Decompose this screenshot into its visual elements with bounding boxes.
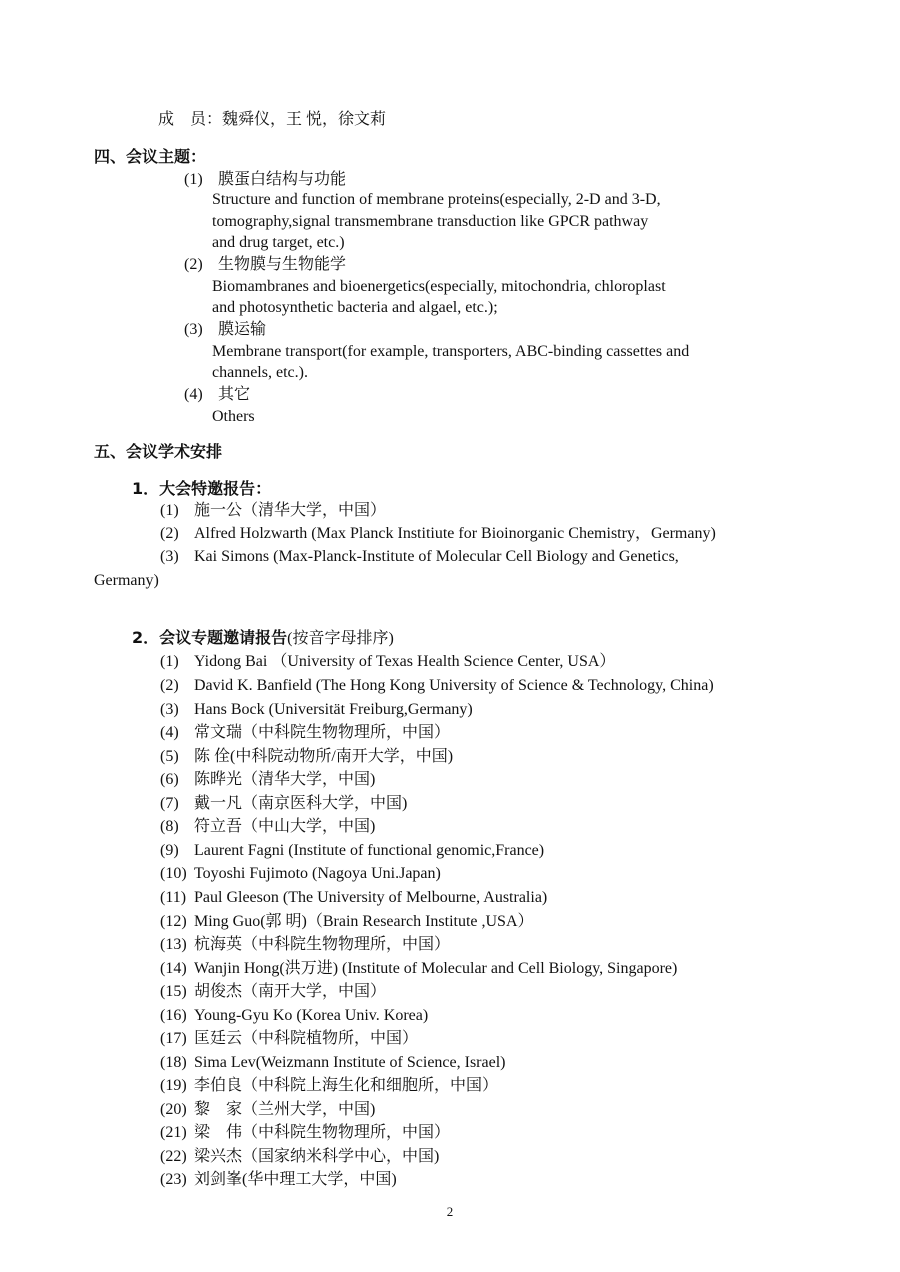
item-number: (22) [160,1148,187,1165]
item-text: Paul Gleeson (The University of Melbourne, Australia) [194,889,548,906]
invited-heading-main: 2．会议专题邀请报告 [132,628,288,647]
item-text: Laurent Fagni (Institute of functional genomic,France) [194,842,545,859]
item-number: (15) [160,983,187,1000]
item-number: (6) [160,771,179,788]
invited-heading-note: (按音字母排序) [287,630,394,647]
item-number: (3) [160,548,179,565]
item-number: (1) [160,502,179,519]
item-text: 陈晔光（清华大学，中国) [194,771,376,788]
invited-speaker-item [160,981,386,1003]
section-5-heading: 五、会议学术安排 [94,442,223,461]
item-text: Kai Simons (Max-Planck-Institute of Molecular Cell Biology and Genetics, [194,548,679,565]
item-text: Hans Bock (Universität Freiburg,Germany) [194,701,473,718]
item-number: (5) [160,748,179,765]
item-text: Yidong Bai （University of Texas Health Science Center, USA） [194,653,616,670]
invited-speaker-item [160,863,441,885]
invited-speaker-item [160,816,375,838]
item-number: (21) [160,1124,187,1141]
invited-speaker-item [160,1075,498,1097]
topic-number: (1) [184,171,203,188]
item-number: (2) [160,525,179,542]
item-text: 匡廷云（中科院植物所，中国） [194,1030,419,1047]
invited-speaker-item [160,769,375,791]
item-number: (8) [160,818,179,835]
item-number: (18) [160,1054,187,1071]
item-text: Ming Guo(郭 明)（Brain Research Institute ,USA） [194,913,534,930]
item-number: (17) [160,1030,187,1047]
invited-speaker-item [160,1122,450,1144]
item-text: 符立吾（中山大学，中国) [194,818,376,835]
item-number: (16) [160,1007,187,1024]
item-number: (14) [160,960,187,977]
plenary-heading: 1．大会特邀报告： [132,479,272,498]
item-text: 胡俊杰（南开大学，中国） [194,983,387,1000]
topic-4-title [184,384,250,406]
invited-speaker-item [160,911,534,933]
topic-3-title [184,319,266,341]
item-text: 杭海英（中科院生物物理所，中国） [194,936,451,953]
invited-speaker-item [160,1169,397,1191]
invited-speaker-item [160,958,677,980]
item-text: 戴一凡（南京医科大学，中国) [194,795,408,812]
item-text: Wanjin Hong(洪万进) (Institute of Molecular and Cell Biology, Singapore) [194,960,678,977]
page-number: 2 [446,1204,454,1219]
item-text: 刘剑峯(华中理工大学，中国) [194,1171,397,1188]
item-number: (1) [160,653,179,670]
topic-2-en-line: and photosynthetic bacteria and algael, etc.); [212,299,498,316]
topic-1-en-line: Structure and function of membrane proteins(especially, 2-D and 3-D, [212,191,661,208]
item-text: 黎 家（兰州大学，中国) [194,1101,376,1118]
item-number: (3) [160,701,179,718]
item-text: David K. Banfield (The Hong Kong University of Science & Technology, China) [194,677,714,694]
item-number: (13) [160,936,187,953]
invited-speaker-item [160,1099,375,1121]
topic-1-en-line: tomography,signal transmembrane transduction like GPCR pathway [212,213,649,230]
topic-1-title [184,169,346,191]
invited-speaker-item [160,1028,418,1050]
invited-speaker-item [160,934,450,956]
invited-speaker-item [160,1052,505,1074]
plenary-item [160,500,386,522]
invited-speaker-item [160,722,450,744]
item-text: 施一公（清华大学，中国） [194,502,387,519]
item-number: (19) [160,1077,187,1094]
topic-2-en-line: Biomambranes and bioenergetics(especially, mitochondria, chloroplast [212,278,666,295]
item-number: (20) [160,1101,187,1118]
item-number: (10) [160,865,187,882]
topic-number: (2) [184,256,203,273]
topic-cn: 膜运输 [218,321,267,338]
item-number: (9) [160,842,179,859]
topic-1-en-line: and drug target, etc.) [212,234,345,251]
item-number: (7) [160,795,179,812]
item-number: (4) [160,724,179,741]
item-text: 李伯良（中科院上海生化和细胞所，中国） [194,1077,499,1094]
plenary-item [160,523,716,545]
invited-heading [132,627,394,650]
item-text: 梁兴杰（国家纳米科学中心，中国) [194,1148,440,1165]
topic-cn: 生物膜与生物能学 [218,256,347,273]
plenary-item-continuation: Germany) [94,572,159,589]
topic-4-en-line: Others [212,408,255,425]
topic-cn: 膜蛋白结构与功能 [218,171,347,188]
topic-number: (3) [184,321,203,338]
invited-speaker-item [160,746,453,768]
item-number: (11) [160,889,187,906]
item-number: (12) [160,913,187,930]
invited-speaker-item [160,651,615,673]
invited-speaker-item [160,675,714,697]
invited-speaker-item [160,699,473,721]
invited-speaker-item [160,1005,428,1027]
item-number: (2) [160,677,179,694]
invited-speaker-item [160,793,407,815]
item-text: 梁 伟（中科院生物物理所，中国） [194,1124,451,1141]
topic-3-en-line: channels, etc.). [212,364,308,381]
item-text: Sima Lev(Weizmann Institute of Science, Israel) [194,1054,506,1071]
topic-number: (4) [184,386,203,403]
topic-3-en-line: Membrane transport(for example, transporters, ABC-binding cassettes and [212,343,690,360]
item-number: (23) [160,1171,187,1188]
item-text: Young-Gyu Ko (Korea Univ. Korea) [194,1007,429,1024]
plenary-item [160,546,679,568]
item-text: Alfred Holzwarth (Max Planck Institiute for Bioinorganic Chemistry，Germany) [194,525,716,542]
item-text: 常文瑞（中科院生物物理所，中国） [194,724,451,741]
topic-2-title [184,254,346,276]
section-4-heading: 四、会议主题： [94,147,207,166]
topic-cn: 其它 [218,386,251,403]
item-text: 陈 佺(中科院动物所/南开大学，中国) [194,748,454,765]
item-text: Toyoshi Fujimoto (Nagoya Uni.Japan) [194,865,441,882]
invited-speaker-item [160,887,547,909]
invited-speaker-item [160,1146,439,1168]
invited-speaker-item [160,840,544,862]
members-line: 成 员：魏舜仪，王 悦，徐文莉 [158,111,387,128]
